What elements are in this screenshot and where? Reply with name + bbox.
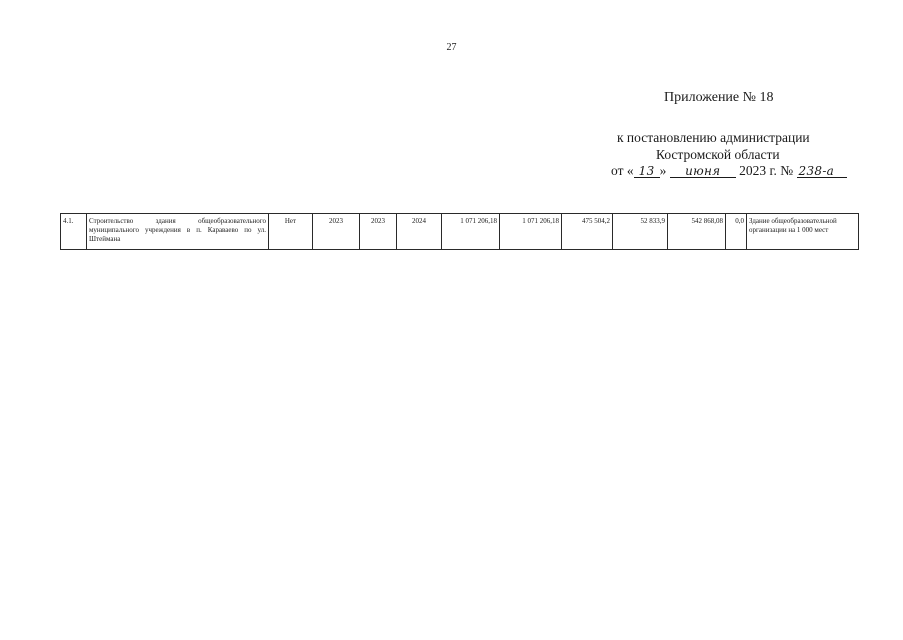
data-table [60, 213, 859, 250]
cell-sum-2: 1 071 206,18 [500, 214, 562, 250]
cell-num: 4.1. [61, 214, 87, 250]
date-prefix: от « [611, 163, 634, 178]
resolution-line-1: к постановлению администрации [617, 130, 810, 145]
handwritten-day: 13 [634, 165, 660, 178]
cell-sum-5: 542 868,08 [668, 214, 726, 250]
cell-name: Строительство здания общеобразовательного муниципального учреждения в п. Караваево по ул. Штеймана [87, 214, 269, 250]
page-number: 27 [446, 42, 457, 53]
appendix-title: Приложение № 18 [664, 90, 774, 105]
cell-year-2: 2023 [360, 214, 397, 250]
handwritten-month: июня [670, 165, 736, 178]
table-row [61, 214, 859, 250]
date-mid: » [659, 163, 667, 178]
cell-result: Здание общеобразовательной организации на 1 000 мест [747, 214, 859, 250]
cell-sum-6: 0,0 [726, 214, 747, 250]
date-year: 2023 г. № [739, 163, 794, 178]
resolution-date-line [611, 164, 847, 178]
cell-flag: Нет [269, 214, 313, 250]
handwritten-doc-number: 238-а [797, 165, 847, 178]
cell-sum-4: 52 833,9 [613, 214, 668, 250]
cell-year-1: 2023 [313, 214, 360, 250]
cell-sum-3: 475 504,2 [562, 214, 613, 250]
resolution-line-2: Костромской области [656, 147, 780, 162]
cell-sum-1: 1 071 206,18 [442, 214, 500, 250]
cell-year-3: 2024 [397, 214, 442, 250]
